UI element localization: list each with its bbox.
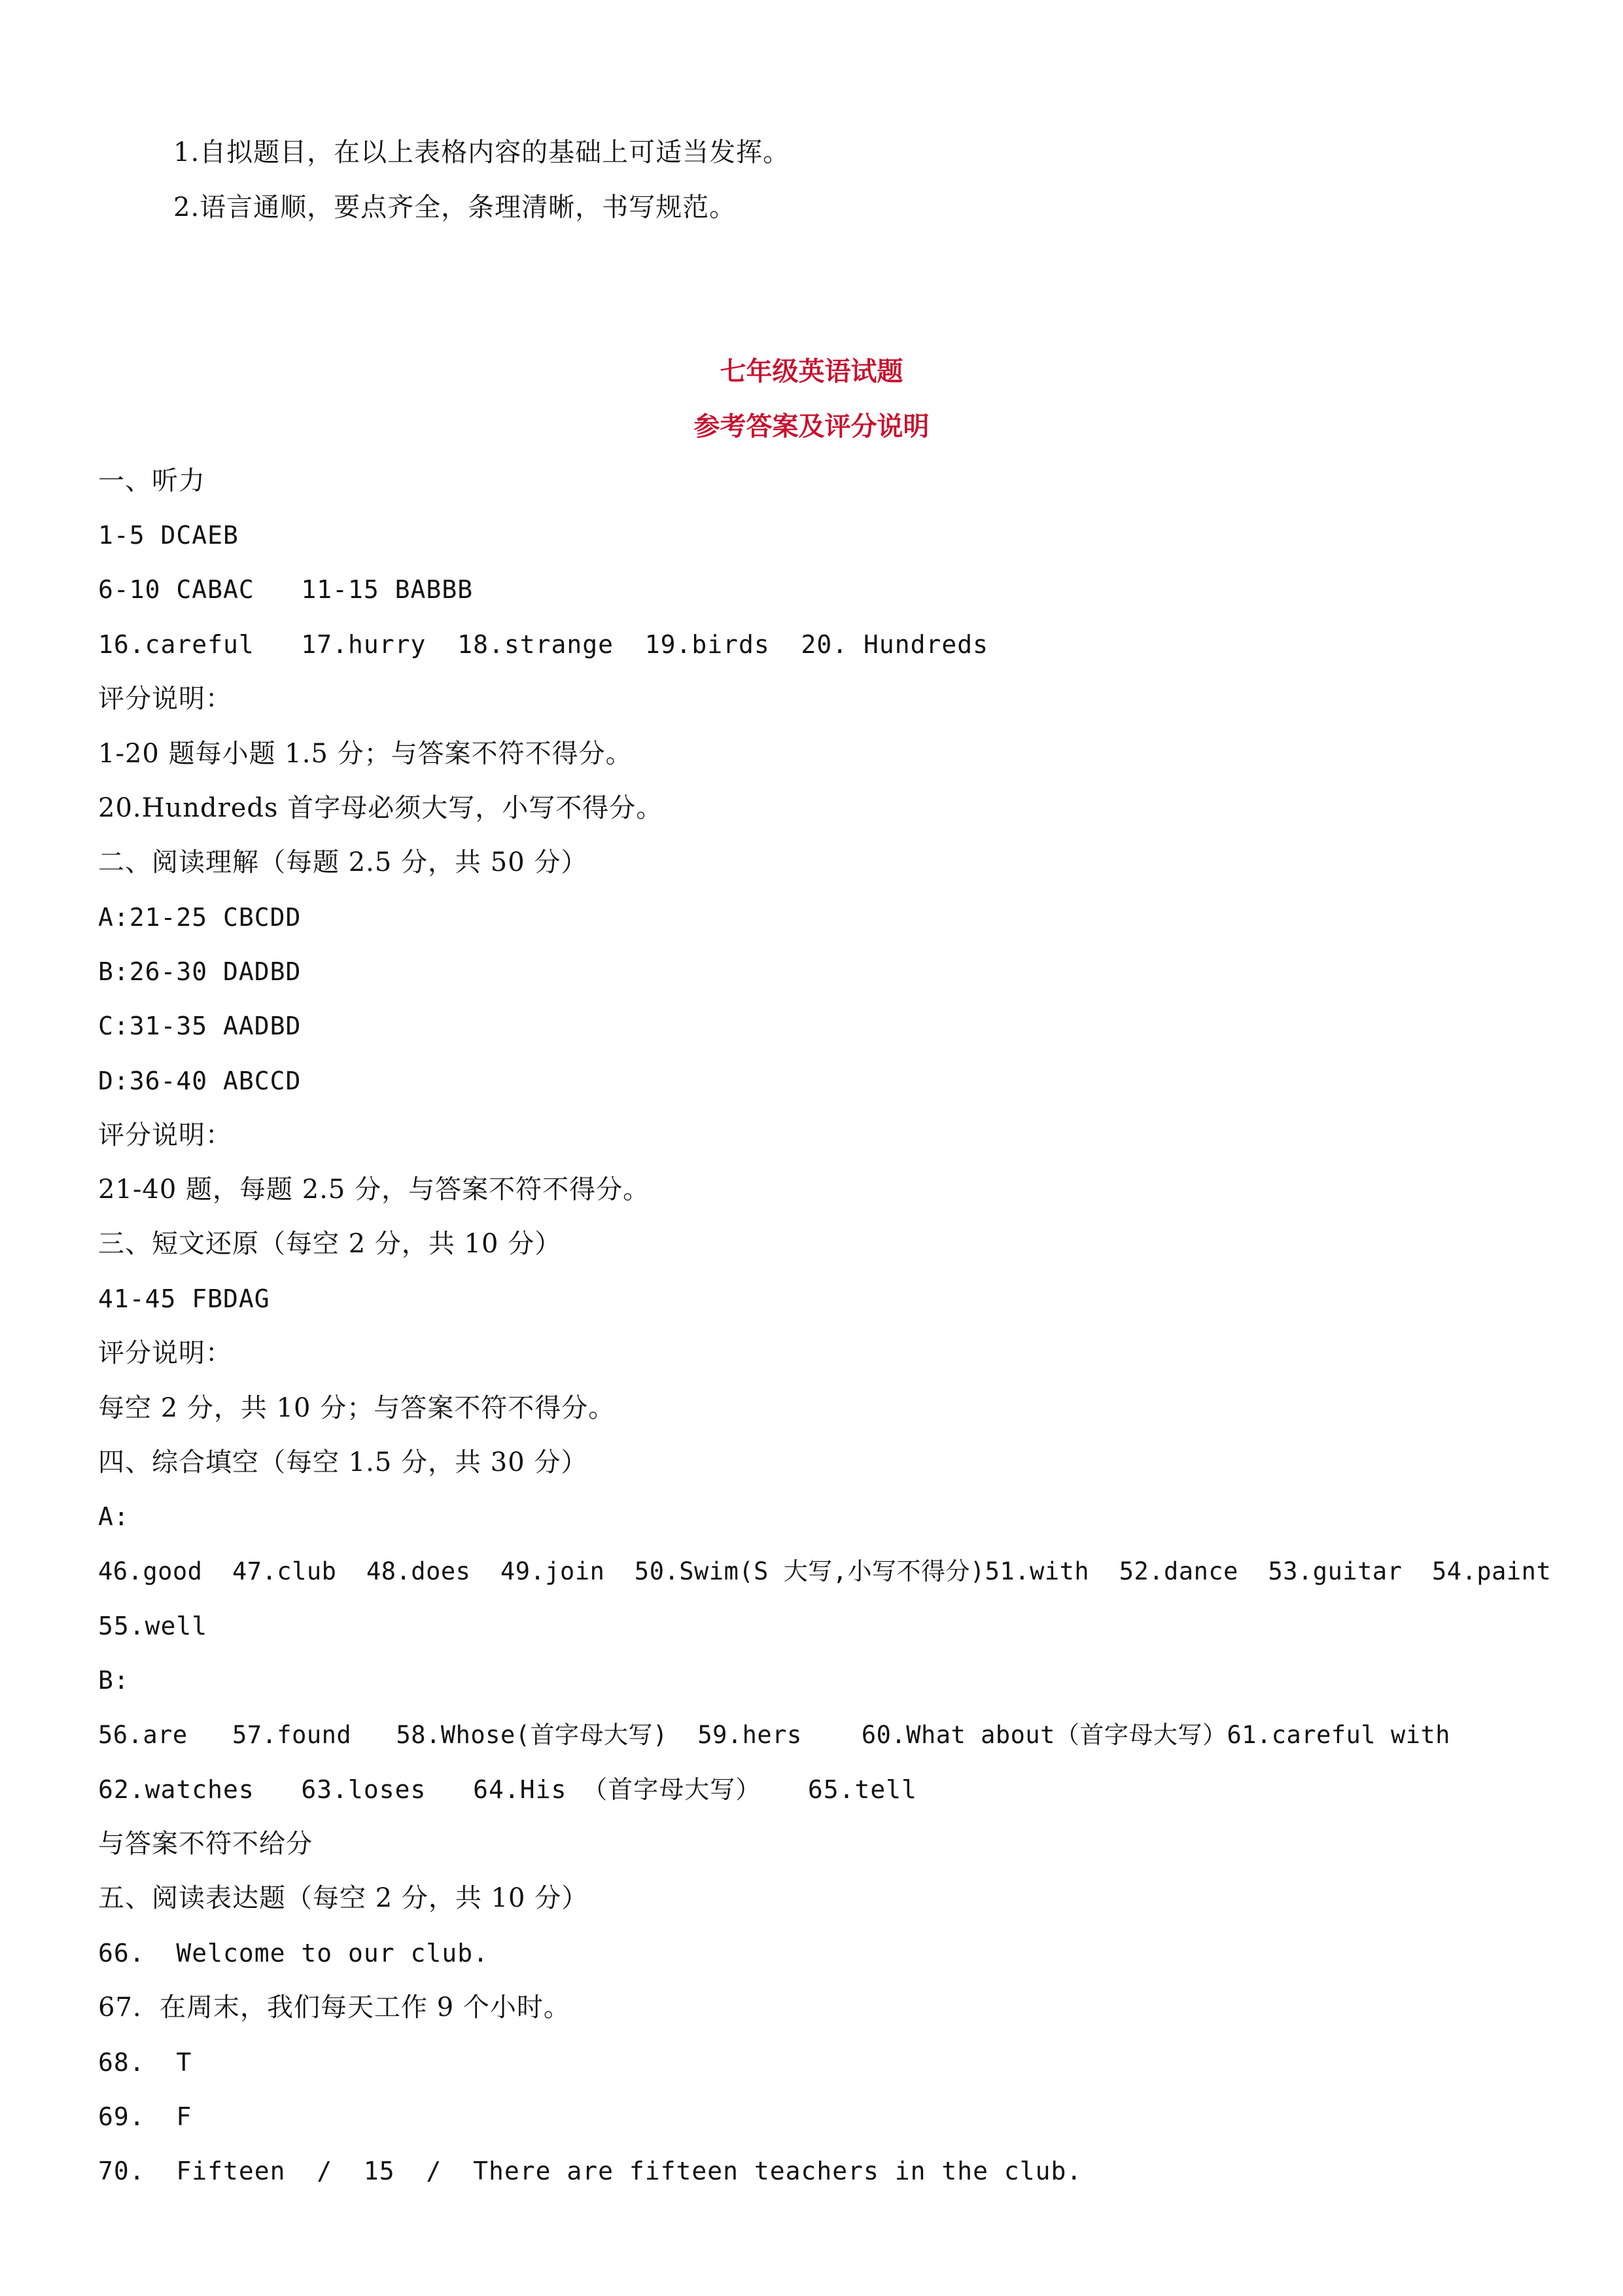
writing-note-1: 1.自拟题目，在以上表格内容的基础上可适当发挥。 xyxy=(173,137,790,168)
section-4-heading: 四、综合填空（每空 1.5 分，共 30 分） xyxy=(98,1447,588,1477)
section-5-answer-66: 66. Welcome to our club. xyxy=(98,1939,489,1968)
section-5-answer-67: 67. 在周末，我们每天工作 9 个小时。 xyxy=(98,1992,570,2022)
section-2-answers-a: A:21-25 CBCDD xyxy=(98,903,302,932)
section-5-answer-68: 68. T xyxy=(98,2048,192,2077)
section-2-answers-c: C:31-35 AADBD xyxy=(98,1012,302,1040)
section-1-scoring-rule-1: 1-20 题每小题 1.5 分；与答案不符不得分。 xyxy=(98,739,633,769)
section-4-part-b-answers-line-2: 62.watches 63.loses 64.His （首字母大写） 65.tell xyxy=(98,1775,917,1804)
section-5-heading: 五、阅读表达题（每空 2 分，共 10 分） xyxy=(98,1883,589,1913)
section-3-heading: 三、短文还原（每空 2 分，共 10 分） xyxy=(98,1229,562,1259)
section-2-scoring-label: 评分说明： xyxy=(98,1120,232,1150)
section-2-scoring-rule: 21-40 题，每题 2.5 分，与答案不符不得分。 xyxy=(98,1174,650,1205)
section-2-answers-b: B:26-30 DADBD xyxy=(98,957,302,986)
section-5-answer-69: 69. F xyxy=(98,2102,192,2131)
section-2-heading: 二、阅读理解（每题 2.5 分，共 50 分） xyxy=(98,847,588,877)
section-2-answers-d: D:36-40 ABCCD xyxy=(98,1067,302,1095)
section-4-note: 与答案不符不给分 xyxy=(98,1829,313,1859)
section-1-scoring-rule-2: 20.Hundreds 首字母必须大写，小写不得分。 xyxy=(98,793,663,823)
section-3-answers: 41-45 FBDAG xyxy=(98,1284,270,1313)
section-1-scoring-label: 评分说明： xyxy=(98,684,232,714)
section-4-part-a-answers-line-2: 55.well xyxy=(98,1612,208,1640)
section-1-heading: 一、听力 xyxy=(98,466,205,496)
section-3-scoring-label: 评分说明： xyxy=(98,1338,232,1368)
section-1-answers-6-15: 6-10 CABAC 11-15 BABBB xyxy=(98,575,474,604)
section-4-part-a-answers-line-1: 46.good 47.club 48.does 49.join 50.Swim(S 大写,小写不得分)51.with 52.dance 53.guitar 54.paint xyxy=(98,1557,1552,1585)
writing-note-2: 2.语言通顺，要点齐全，条理清晰，书写规范。 xyxy=(173,192,737,222)
section-3-scoring-rule: 每空 2 分，共 10 分；与答案不符不得分。 xyxy=(98,1393,616,1423)
section-4-part-b-label: B: xyxy=(98,1666,130,1695)
page-title: 七年级英语试题 xyxy=(720,357,903,387)
section-1-answers-1-5: 1-5 DCAEB xyxy=(98,521,239,550)
section-5-answer-70: 70. Fifteen / 15 / There are fifteen teachers in the club. xyxy=(98,2157,1083,2185)
section-1-answers-16-20: 16.careful 17.hurry 18.strange 19.birds 20. Hundreds xyxy=(98,630,989,659)
page-subtitle: 参考答案及评分说明 xyxy=(693,412,930,442)
section-4-part-b-answers-line-1: 56.are 57.found 58.Whose(首字母大写) 59.hers 60.What about（首字母大写）61.careful with xyxy=(98,1721,1451,1749)
section-4-part-a-label: A: xyxy=(98,1502,130,1531)
